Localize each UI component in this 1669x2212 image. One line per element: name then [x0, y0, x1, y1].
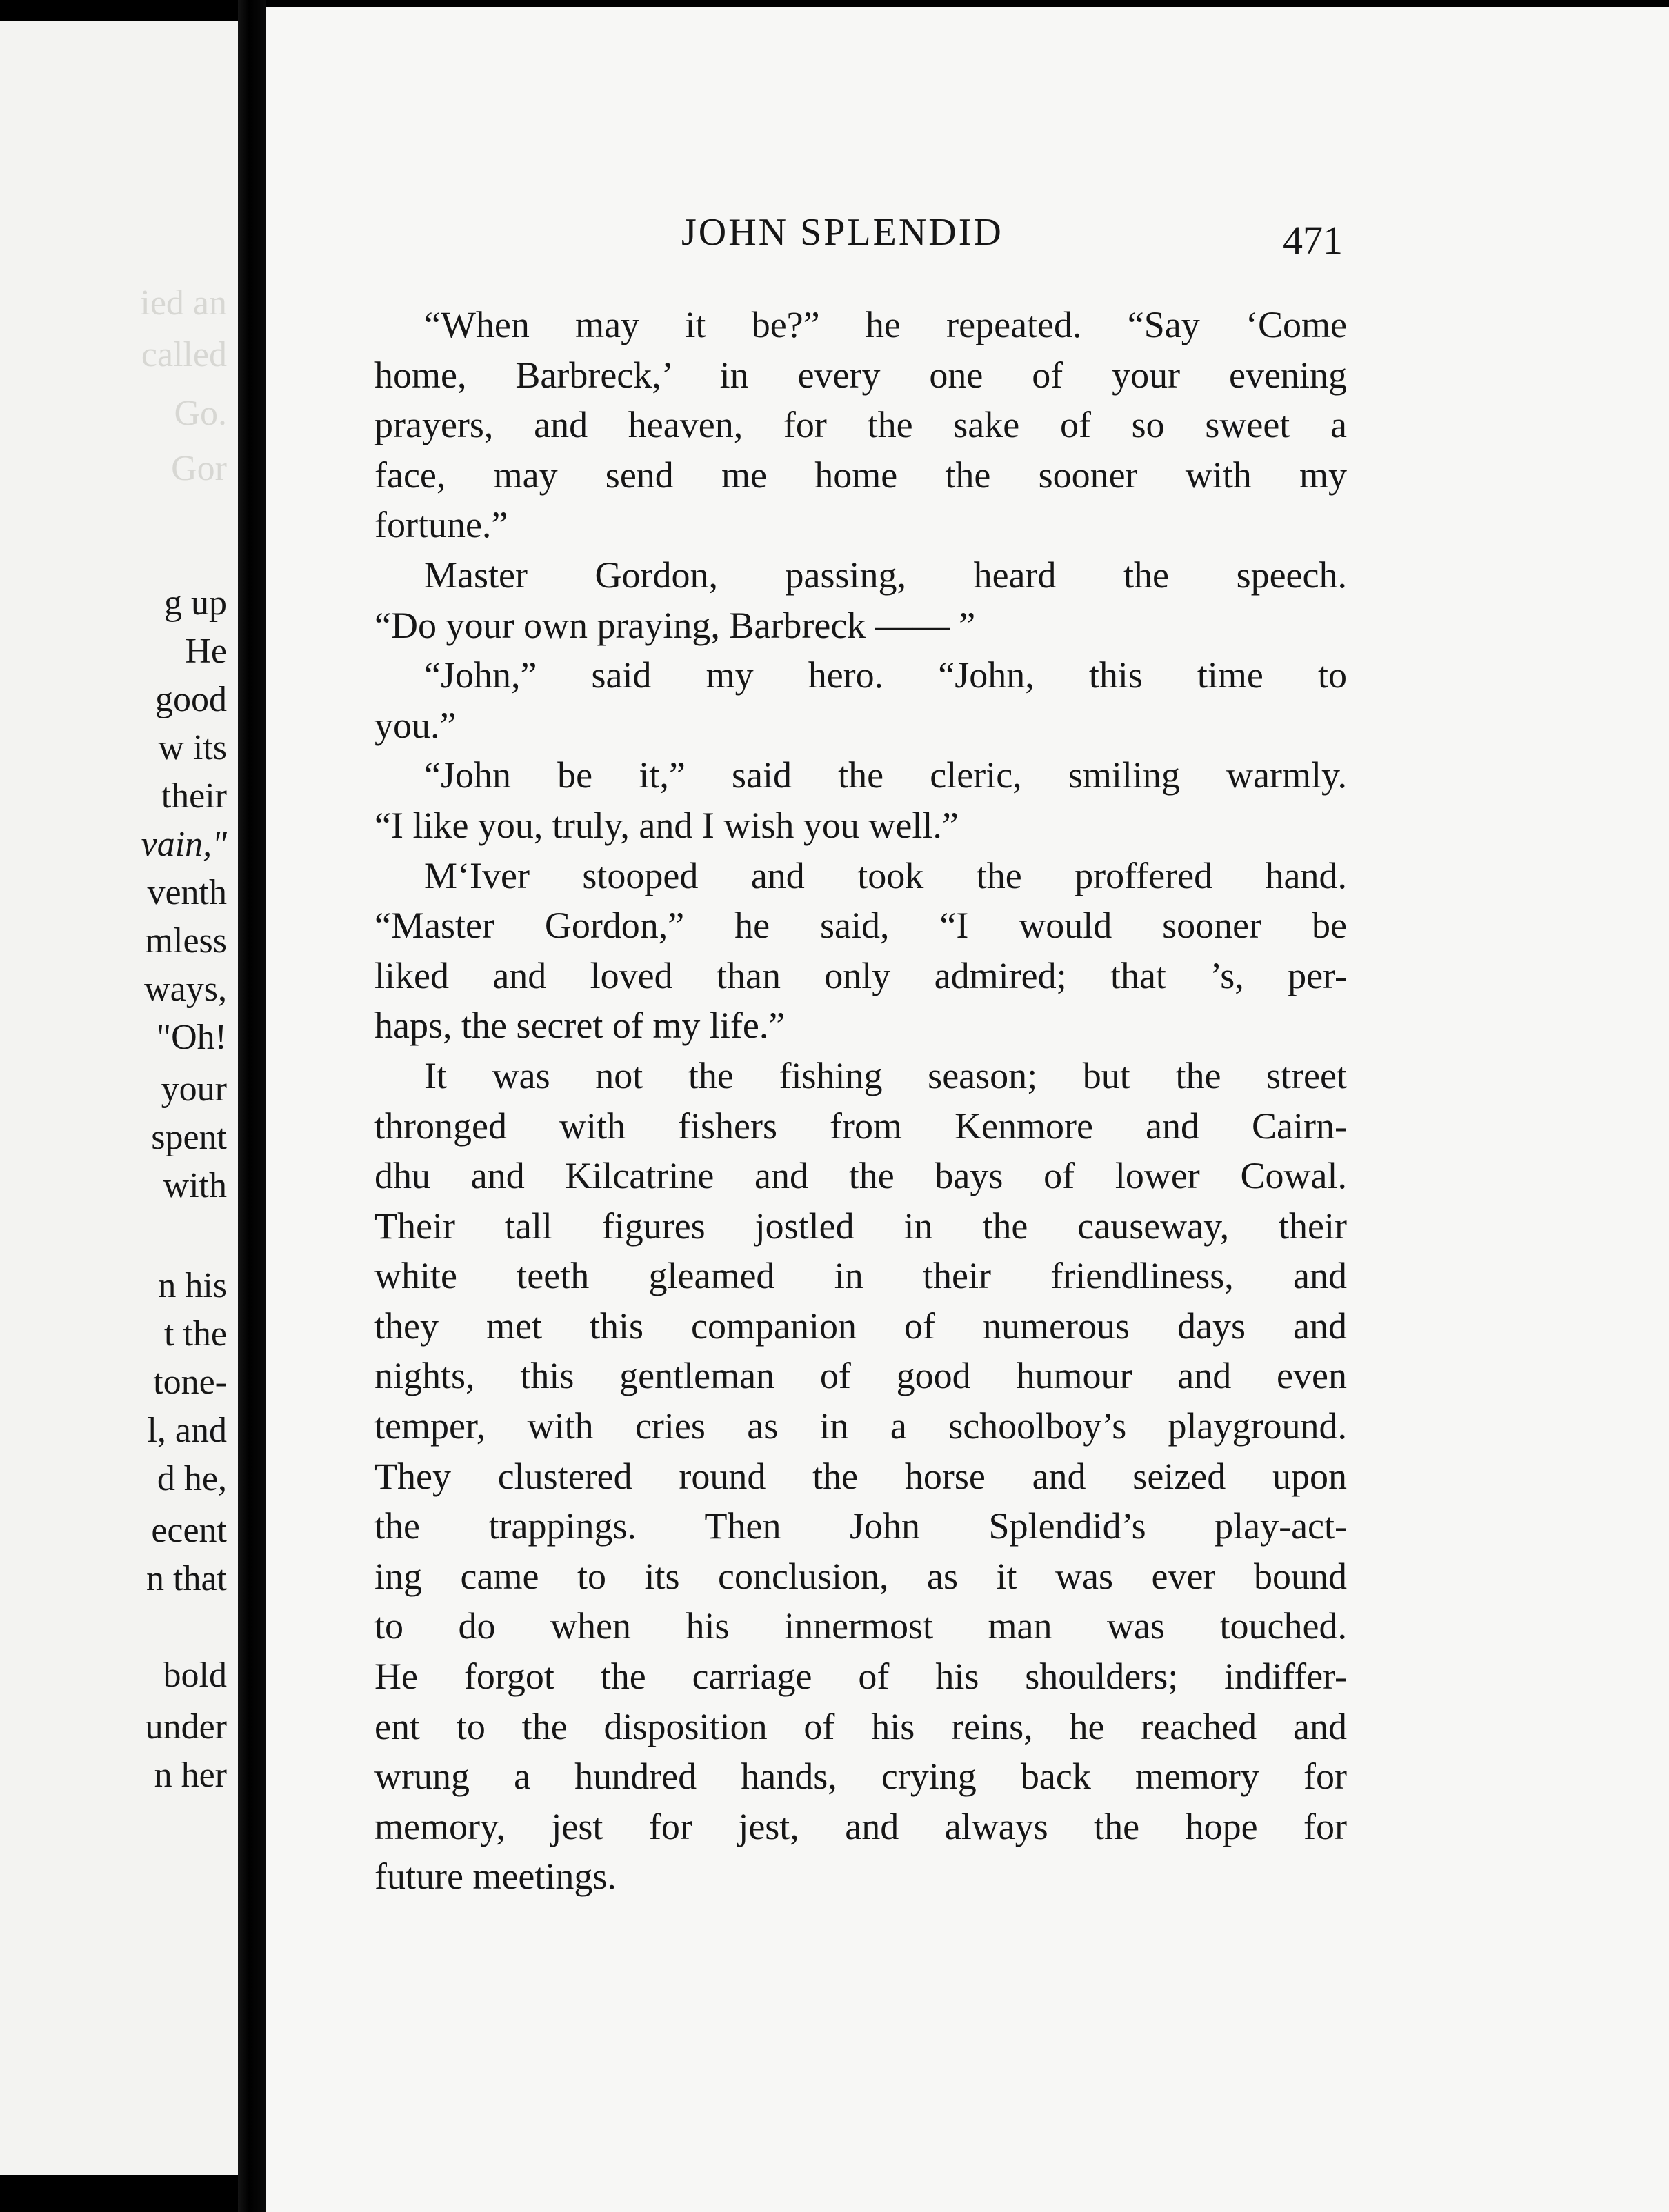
left-page-line: l, and — [147, 1411, 227, 1450]
left-page-line: tone- — [153, 1363, 227, 1402]
text-line: He forgot the carriage of his shoulders; indiffer- — [374, 1656, 1347, 1698]
text-line: prayers, and heaven, for the sake of so sweet a — [374, 404, 1347, 446]
text-line: “Do your own praying, Barbreck —— ” — [374, 604, 976, 646]
left-page-line: Go. — [174, 394, 227, 433]
text-line: Master Gordon, passing, heard the speech. — [424, 554, 1347, 596]
left-page-line: mless — [145, 921, 227, 961]
right-page — [266, 7, 1669, 2212]
running-head: JOHN SPLENDID — [681, 211, 1003, 254]
left-page-line: their — [161, 776, 227, 816]
left-page-line: t the — [164, 1314, 227, 1354]
text-line: M‘Iver stooped and took the proffered hand. — [424, 854, 1347, 896]
left-page-line: n her — [154, 1756, 227, 1795]
left-page-line: ecent — [151, 1511, 227, 1550]
text-line: liked and loved than only admired; that ’s, per- — [374, 954, 1347, 996]
text-line: haps, the secret of my life.” — [374, 1005, 786, 1047]
left-page-line: under — [145, 1707, 227, 1747]
text-line: to do when his innermost man was touched. — [374, 1605, 1347, 1647]
text-line: wrung a hundred hands, crying back memory for — [374, 1756, 1347, 1798]
left-page-line: ied an — [140, 283, 227, 323]
text-line: white teeth gleamed in their friendliness, and — [374, 1255, 1347, 1297]
text-line: It was not the fishing season; but the street — [424, 1054, 1347, 1096]
left-page-line: w its — [158, 728, 227, 767]
text-line: they met this companion of numerous days and — [374, 1305, 1347, 1347]
left-page-line: with — [163, 1166, 227, 1205]
text-line: the trappings. Then John Splendid’s play-act- — [374, 1505, 1347, 1547]
text-line: dhu and Kilcatrine and the bays of lower Cowal. — [374, 1155, 1347, 1197]
book-gutter — [238, 0, 266, 2212]
left-page-line: ways, — [144, 969, 227, 1009]
text-line: “Master Gordon,” he said, “I would sooner be — [374, 905, 1347, 947]
body-text — [374, 300, 1347, 1902]
left-page-line: venth — [147, 873, 227, 912]
left-page-line: spent — [151, 1118, 227, 1157]
left-page-line: bold — [163, 1656, 227, 1695]
text-line: thronged with fishers from Kenmore and Cairn- — [374, 1105, 1347, 1147]
text-line: “When may it be?” he repeated. “Say ‘Come — [424, 304, 1347, 345]
left-page-line: He — [185, 632, 227, 671]
page-number: 471 — [1283, 218, 1343, 263]
text-line: ent to the disposition of his reins, he reached and — [374, 1705, 1347, 1747]
left-page-line: good — [155, 680, 227, 719]
text-line: “John,” said my hero. “John, this time to — [424, 654, 1347, 696]
text-line: face, may send me home the sooner with my — [374, 454, 1347, 496]
text-line: future meetings. — [374, 1856, 617, 1898]
text-line: Their tall figures jostled in the causeway, their — [374, 1205, 1347, 1247]
text-line: home, Barbreck,’ in every one of your evening — [374, 354, 1347, 396]
text-line: “John be it,” said the cleric, smiling warmly. — [424, 754, 1347, 796]
left-page-line: n his — [158, 1266, 227, 1305]
text-line: fortune.” — [374, 504, 508, 546]
text-line: nights, this gentleman of good humour and even — [374, 1355, 1347, 1397]
text-line: ing came to its conclusion, as it was ever bound — [374, 1555, 1347, 1597]
text-line: you.” — [374, 704, 457, 746]
left-page-line: "Oh! — [156, 1018, 227, 1057]
text-line: They clustered round the horse and seized upon — [374, 1455, 1347, 1497]
left-page-line: Gor — [171, 449, 227, 488]
left-facing-page — [0, 21, 238, 2175]
left-page-line: n that — [146, 1559, 227, 1598]
text-line: “I like you, truly, and I wish you well.” — [374, 804, 959, 846]
text-line: temper, with cries as in a schoolboy’s playground. — [374, 1405, 1347, 1447]
left-page-line: g up — [164, 583, 227, 623]
left-page-line: your — [161, 1069, 227, 1109]
left-page-line: vain," — [141, 825, 227, 864]
left-page-line: d he, — [157, 1459, 227, 1498]
left-page-line: called — [141, 335, 227, 374]
text-line: memory, jest for jest, and always the hope for — [374, 1805, 1347, 1847]
